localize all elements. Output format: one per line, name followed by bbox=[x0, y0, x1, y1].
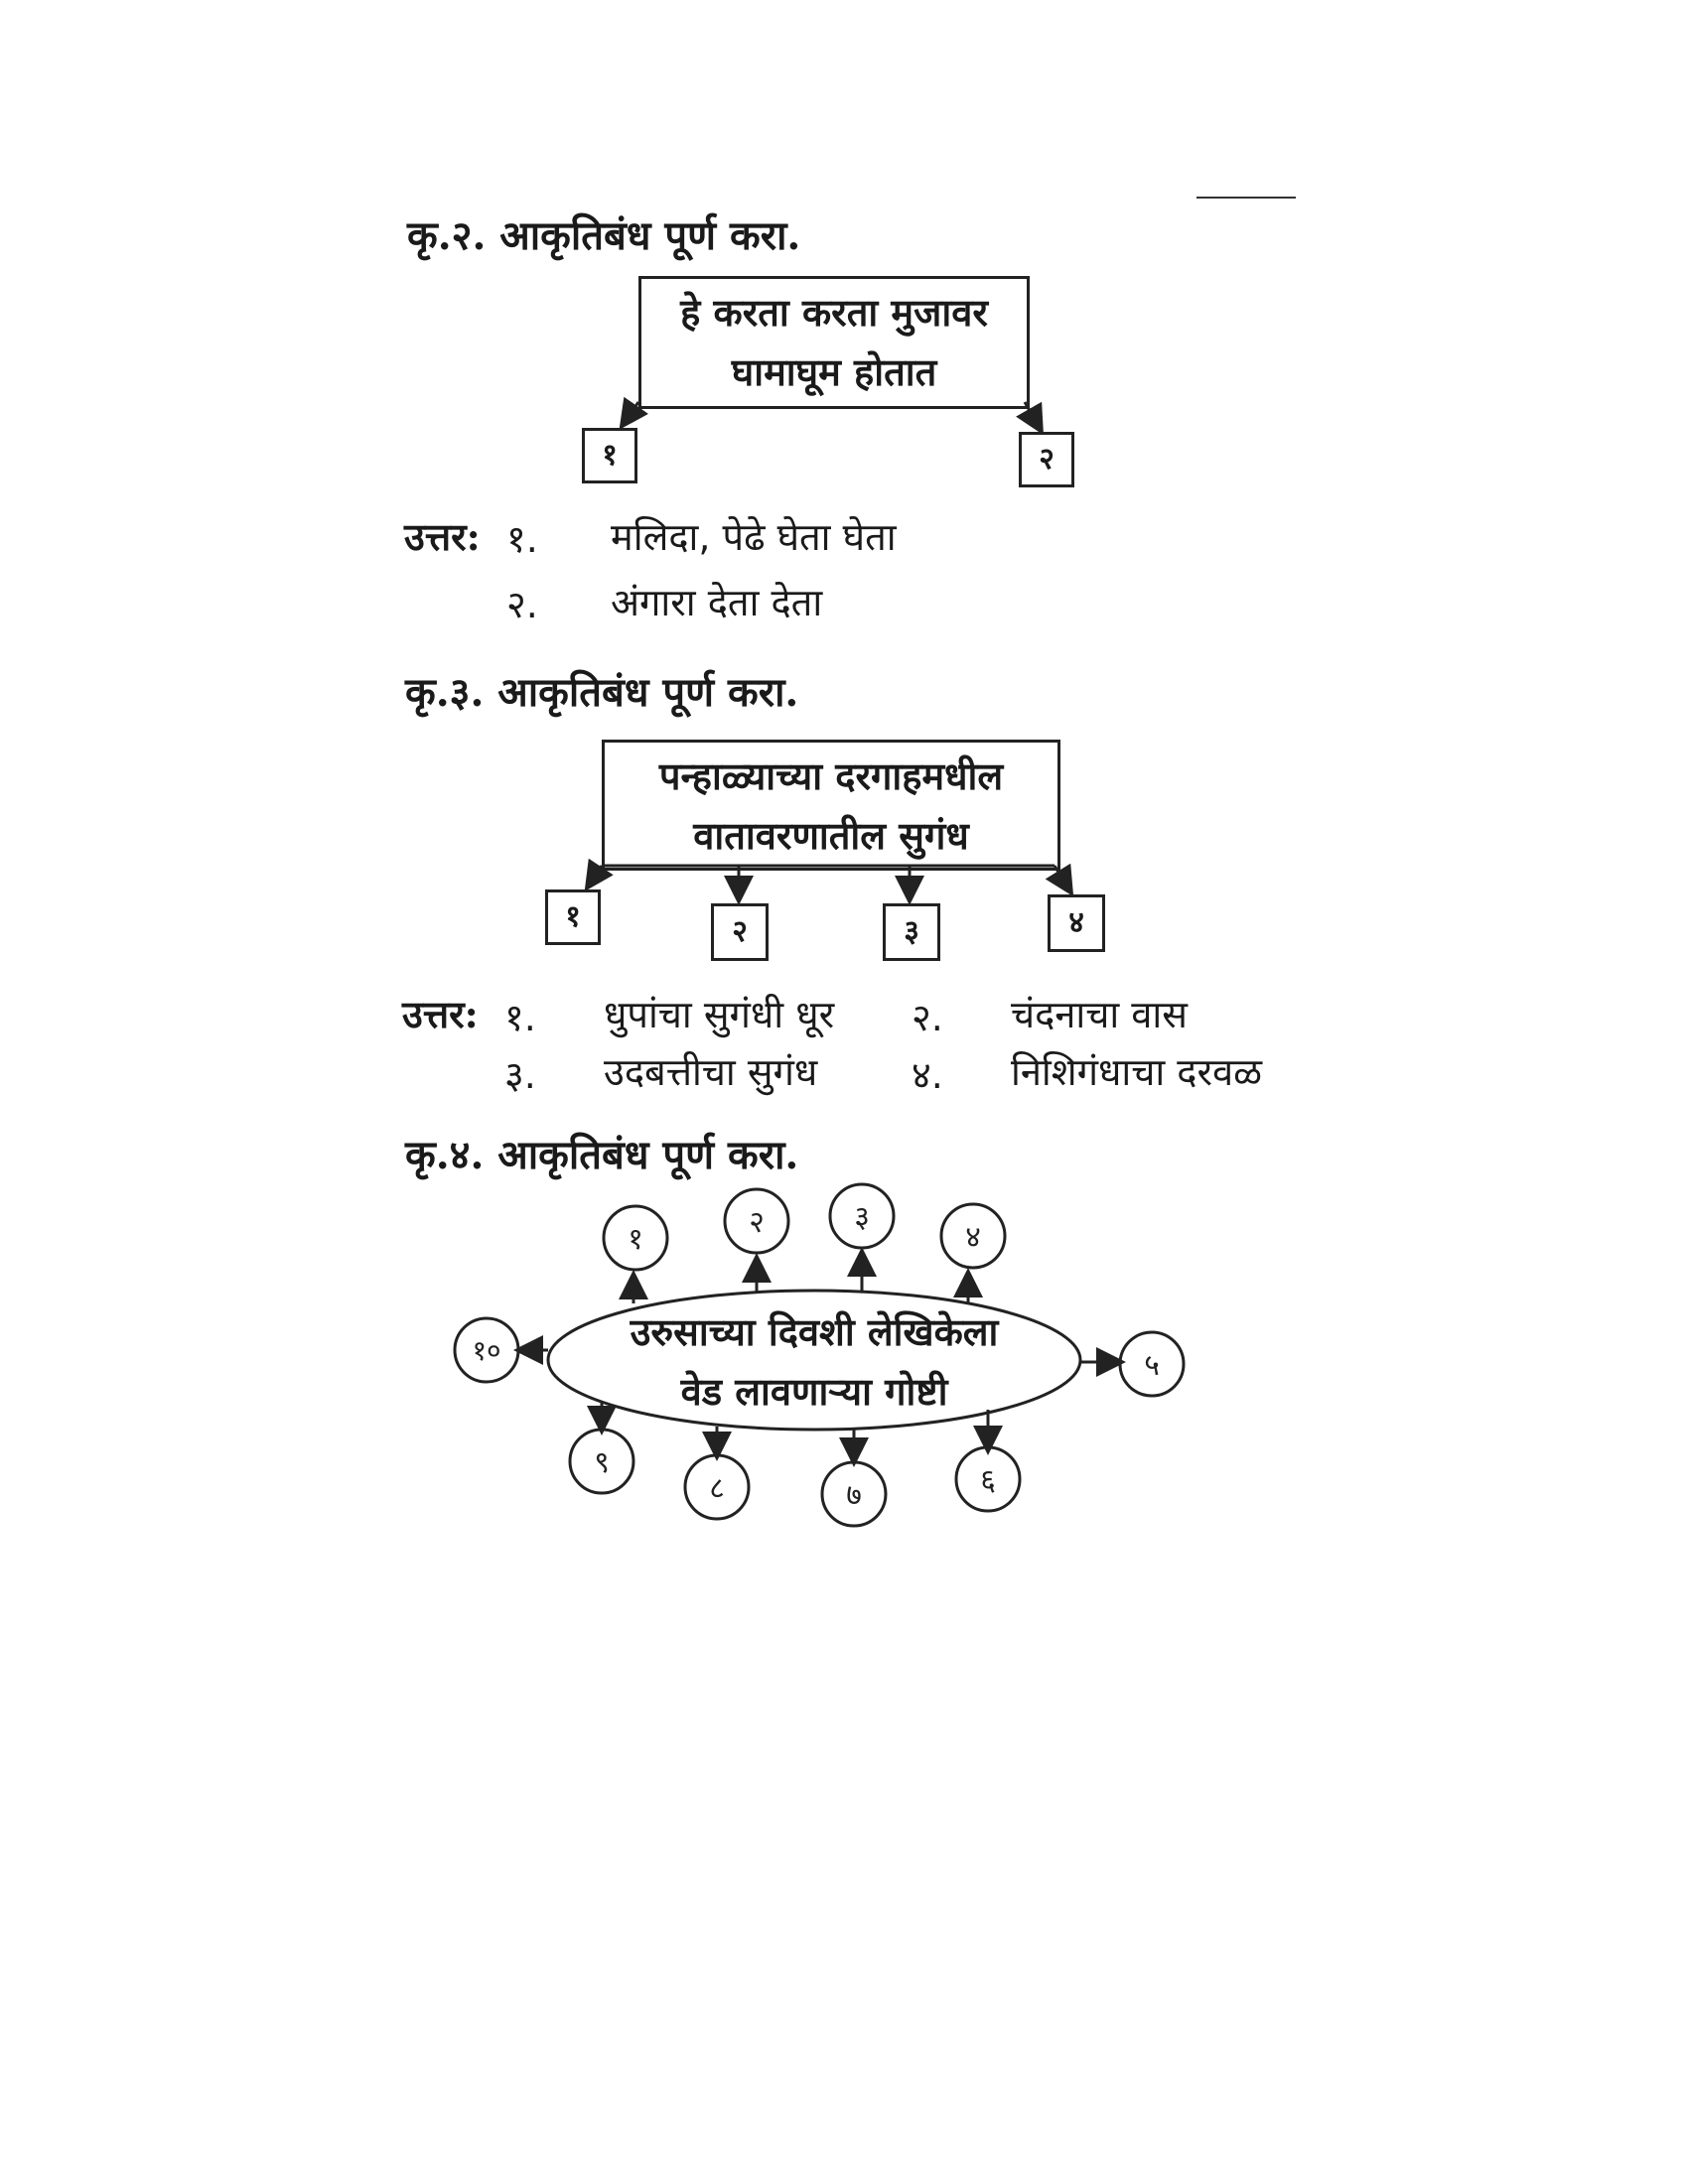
q3-slot-2: २ bbox=[711, 903, 769, 961]
q4-ellipse-line1: उरुसाच्या दिवशी लेखिकेला bbox=[630, 1309, 999, 1354]
q4-circle-label-8: ८ bbox=[709, 1471, 725, 1506]
q4-circle-label-5: ५ bbox=[1144, 1348, 1160, 1383]
q3-box-line2: वातावरणातील सुगंध bbox=[693, 813, 969, 858]
q2-heading: कृ.२. आकृतिबंध पूर्ण करा. bbox=[407, 212, 801, 259]
q2-answer-2-text: अंगारा देता देता bbox=[611, 581, 823, 624]
q3-heading: कृ.३. आकृतिबंध पूर्ण करा. bbox=[405, 669, 799, 716]
q2-answer-1-text: मलिदा, पेढे घेता घेता bbox=[611, 515, 897, 559]
q4-circle-label-1: १ bbox=[628, 1222, 643, 1257]
q2-slot-1: १ bbox=[582, 428, 637, 483]
q3-answer-label: उत्तर: bbox=[402, 992, 479, 1036]
q4-circle-label-6: ६ bbox=[980, 1463, 996, 1498]
q3-answer-1-text: धुपांचा सुगंधी धूर bbox=[604, 993, 835, 1036]
q3-slot-4: ४ bbox=[1048, 894, 1105, 952]
q2-arrow-2 bbox=[1025, 402, 1041, 430]
q3-answer-1-num: १. bbox=[504, 996, 536, 1039]
q3-slot-1: १ bbox=[545, 889, 601, 945]
q2-answer-1-num: १. bbox=[506, 517, 538, 561]
q4-circle-label-10: १० bbox=[472, 1334, 501, 1367]
q3-box-line1: पन्हाळ्याच्या दरगाहमधील bbox=[658, 753, 1004, 798]
q2-arrow-1 bbox=[623, 402, 638, 425]
q4-ellipse-text bbox=[568, 1302, 1060, 1422]
q4-circle-label-9: ९ bbox=[594, 1445, 610, 1480]
q3-slot-3: ३ bbox=[883, 903, 940, 961]
q2-box-line1: हे करता करता मुजावर bbox=[680, 290, 988, 335]
q3-answer-4-num: ४. bbox=[912, 1053, 943, 1097]
q3-answer-3-text: उदबत्तीचा सुगंध bbox=[604, 1050, 818, 1094]
q2-answer-label: उत्तर: bbox=[404, 514, 481, 559]
q4-circle-label-7: ७ bbox=[846, 1478, 862, 1513]
q3-answer-2-num: २. bbox=[912, 996, 943, 1039]
q4-circle-label-4: ४ bbox=[965, 1220, 981, 1255]
q3-arrow-1 bbox=[588, 866, 602, 887]
q3-answer-2-text: चंदनाचा वास bbox=[1011, 993, 1188, 1036]
q3-answer-3-num: ३. bbox=[504, 1053, 536, 1097]
q4-circle-label-3: ३ bbox=[854, 1200, 870, 1235]
q2-box-line2: घामाघूम होतात bbox=[731, 349, 937, 394]
q4-heading: कृ.४. आकृतिबंध पूर्ण करा. bbox=[405, 1132, 799, 1178]
q4-ellipse-line2: वेड लावणाऱ्या गोष्टी bbox=[680, 1369, 948, 1414]
q2-slot-2: २ bbox=[1019, 432, 1074, 487]
q4-circle-label-2: २ bbox=[749, 1205, 765, 1240]
q3-answer-4-text: निशिगंधाचा दरवळ bbox=[1011, 1050, 1262, 1094]
q3-main-box bbox=[602, 740, 1060, 871]
q2-answer-2-num: २. bbox=[506, 583, 538, 626]
